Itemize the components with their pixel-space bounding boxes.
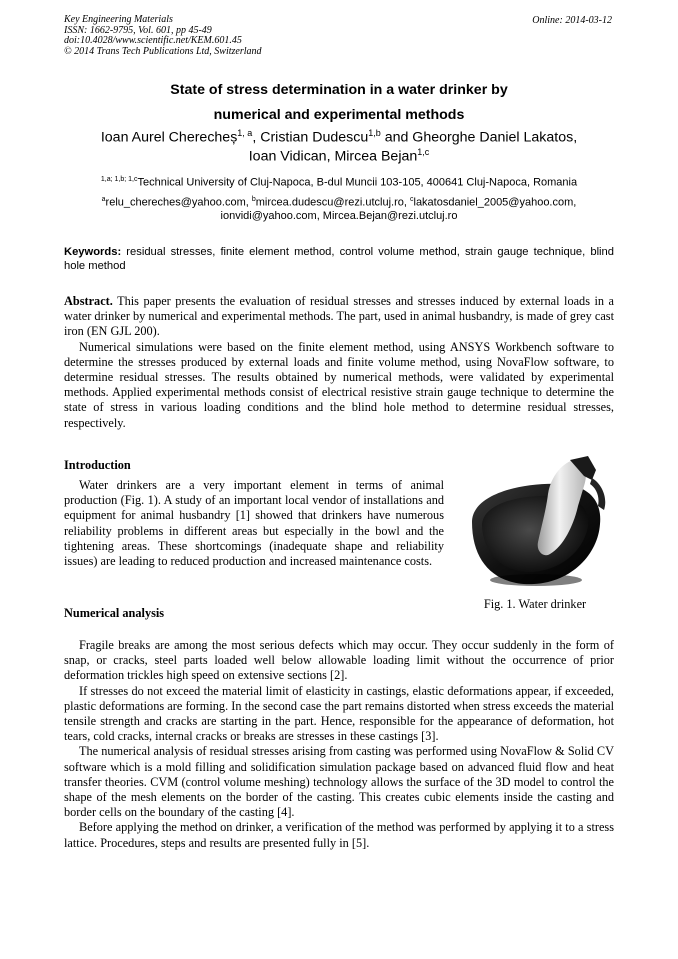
- numerical-paragraph-2: If stresses do not exceed the material limit of elasticity in castings, elastic deformations appear, if exceeded, plastic deformations are forming. In the second case the part remains distorted when stress exceeds the material tensile strength and cracks are starting in the part. Hence, responsible for the appearance of deformation, hot tears, cold cracks, internal cracks or breaks are stresses in these castings [3].: [64, 683, 614, 744]
- email-superscript: b: [251, 196, 256, 203]
- email: lakatosdaniel_2005@yahoo.com,: [413, 196, 577, 209]
- abstract: [64, 294, 614, 431]
- author-superscript: 1,b: [368, 128, 381, 138]
- introduction-paragraph-1: Water drinkers are a very important element in terms of animal production (Fig. 1). A study of an important local vendor of installations and equipment for animal husbandry [1] showed that drinkers have numerous reliability problems in different areas but especially in the bowl and the tightening areas. These shortcomings (inadequate shape and reliability issues) are leading to reduced production and increased maintenance costs.: [64, 478, 444, 569]
- email: mircea.dudescu@rezi.utcluj.ro,: [255, 196, 410, 209]
- journal-doi: doi:10.4028/www.scientific.net/KEM.601.45: [64, 35, 242, 46]
- authors-line-2: [40, 147, 638, 165]
- paper-title-line-1: State of stress determination in a water drinker by: [170, 82, 508, 98]
- abstract-text: This paper presents the evaluation of residual stresses and stresses induced by external loads in a water drinker by numerical and experimental methods. The part, used in animal husbandry, is made of grey cast iron (EN GJL 200).: [64, 294, 614, 339]
- journal-header: [64, 15, 262, 57]
- authors-line-1: [40, 128, 638, 146]
- emails-line-2: ionvidi@yahoo.com, Mircea.Bejan@rezi.utcluj.ro: [220, 210, 458, 222]
- affiliation-text: Technical University of Cluj-Napoca, B-dul Muncii 103-105, 400641 Cluj-Napoca, Romania: [137, 176, 578, 189]
- affiliation-superscript: 1,a; 1,b; 1,c: [100, 176, 138, 183]
- abstract-label: Abstract.: [64, 294, 113, 308]
- author-superscript: 1,c: [417, 147, 430, 157]
- affiliation: [40, 176, 638, 189]
- numerical-paragraph-3: The numerical analysis of residual stresses arising from casting was performed using NovaFlow & Solid CV software which is a mold filling and solidification simulation package based on advanced fluid flow and heat transfer theories. CVM (control volume meshing) technology allows the surface of the 3D model to control the shape of the mesh elements on the border of the casting. This creates cubic elements inside the casting and border cells on the boundary of the casting [4].: [64, 744, 614, 820]
- emails-line-1: [40, 196, 638, 209]
- author-name: , Cristian Dudescu: [252, 129, 369, 146]
- water-drinker-image: [452, 454, 612, 594]
- figure-caption: Fig. 1. Water drinker: [483, 597, 587, 611]
- online-date: Online: 2014-03-12: [532, 15, 612, 26]
- numerical-paragraph-1: Fragile breaks are among the most serious defects which may occur. They occur suddenly in the form of snap, or cracks, steel parts loaded well below allowable loading limit without the occurrence of prior deformation trickles high speed on extensive sections [2].: [64, 638, 614, 683]
- journal-issn: ISSN: 1662-9795, Vol. 601, pp 45-49: [64, 24, 212, 36]
- numerical-paragraph-4: Before applying the method on drinker, a verification of the method was performed by applying it to a stress lattice. Procedures, steps and results are presented fully in [5].: [64, 820, 614, 850]
- keywords-text: residual stresses, finite element method, control volume method, strain gauge technique, blind hole method: [64, 246, 614, 272]
- email: relu_chereches@yahoo.com,: [105, 196, 252, 209]
- abstract-paragraph-2: Numerical simulations were based on the finite element method, using ANSYS Workbench software to determine the stresses produced by external loads and finite volume method, using NovaFlow software, to determine residual stresses. The results obtained by numerical methods, were validated by experimental methods. Applied experimental methods consist of electrical resistive strain gauge technique to determine the state of stress in various loading conditions and the blind hole method to determine residual stresses, respectively.: [64, 339, 614, 430]
- author-name: Ioan Aurel Cherecheș: [100, 129, 238, 146]
- keywords-label: Keywords:: [64, 246, 122, 258]
- water-drinker-figure: [452, 454, 612, 594]
- abstract-paragraph-1: [64, 294, 614, 340]
- email-superscript: a: [101, 196, 106, 203]
- author-superscript: 1, a: [237, 128, 253, 138]
- journal-copyright: © 2014 Trans Tech Publications Ltd, Switzerland: [64, 45, 262, 57]
- keywords: [64, 245, 614, 273]
- journal-name: Key Engineering Materials: [64, 14, 173, 25]
- author-name: Ioan Vidican, Mircea Bejan: [248, 148, 418, 165]
- paper-title-line-2: numerical and experimental methods: [213, 107, 465, 123]
- numerical-analysis-body: [64, 638, 614, 851]
- email-superscript: c: [410, 196, 414, 203]
- section-heading-numerical-analysis: Numerical analysis: [64, 606, 165, 620]
- author-name: and Gheorghe Daniel Lakatos,: [380, 129, 578, 146]
- introduction-body: [64, 478, 444, 569]
- section-heading-introduction: Introduction: [64, 458, 131, 472]
